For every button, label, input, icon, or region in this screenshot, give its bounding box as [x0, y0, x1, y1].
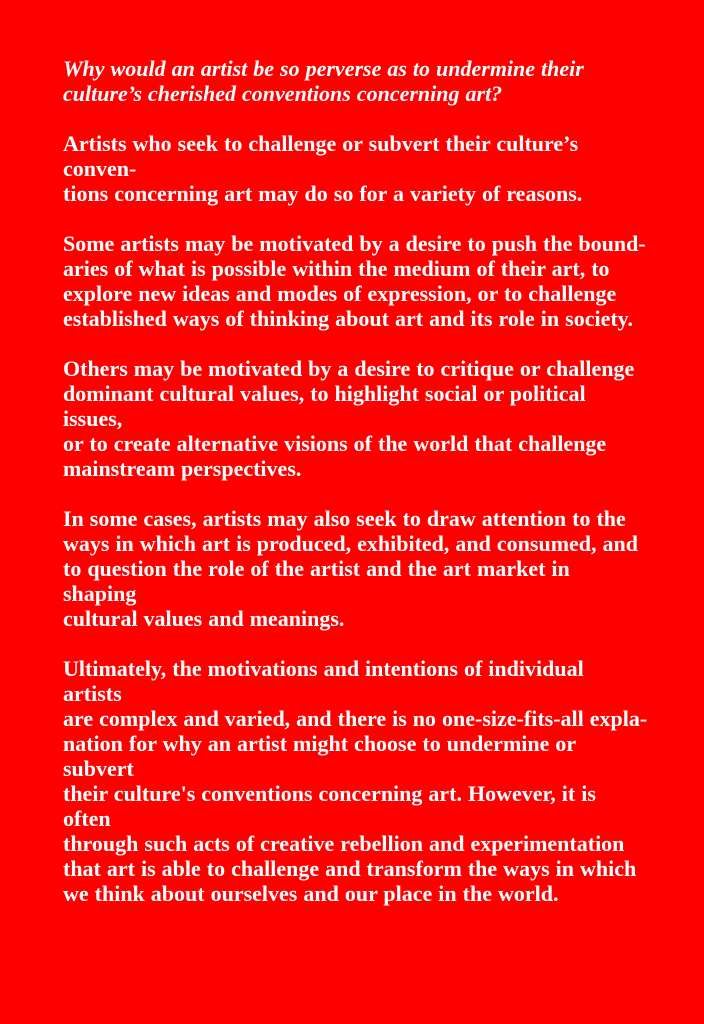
paragraph: In some cases, artists may also seek to draw attention to the ways in which art is produced, exhibited, and consumed, and to question the role of the artist and the art market in shaping cultural values and meanings.: [63, 506, 638, 631]
paragraph: Ultimately, the motivations and intentions of individual artists are complex and varied, and there is no one-size-fits-all expla- nation for why an artist might choose to undermine or subvert their culture's conventions concerning art. However, it is often through such acts of creative rebellion and experimentation that art is able to challenge and transform the ways in which we think about ourselves and our place in the world.: [63, 656, 648, 906]
paragraph: Others may be motivated by a desire to critique or challenge dominant cultural values, to highlight social or political issues, or to create alternative visions of the world that challenge mainstream perspectives.: [63, 356, 635, 481]
page-text: [63, 56, 648, 906]
paragraph: Why would an artist be so perverse as to undermine their culture’s cherished conventions concerning art?: [63, 56, 584, 106]
paragraph: Some artists may be motivated by a desire to push the bound- aries of what is possible within the medium of their art, to explore new ideas and modes of expression, or to challenge established ways of thinking about art and its role in society.: [63, 231, 646, 331]
paragraph: Artists who seek to challenge or subvert their culture’s conven- tions concerning art may do so for a variety of reasons.: [63, 131, 583, 206]
